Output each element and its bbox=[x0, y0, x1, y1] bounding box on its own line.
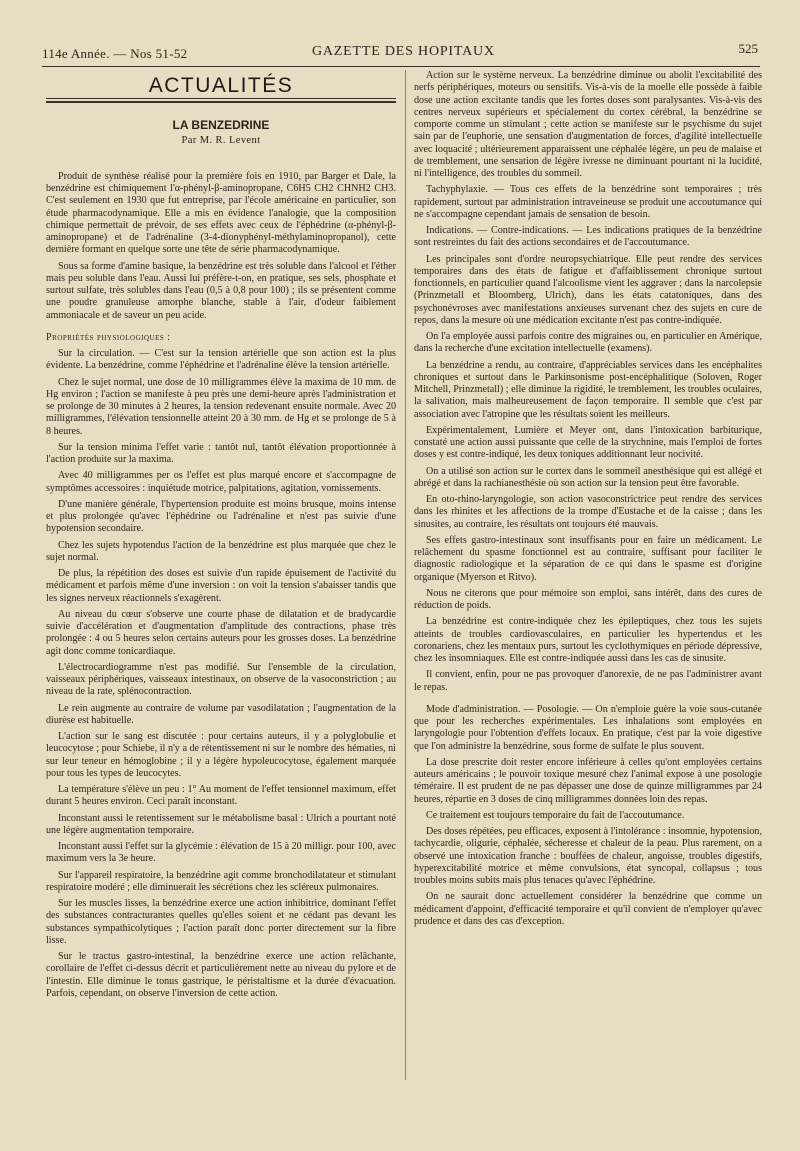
article-byline: Par M. R. Levent bbox=[181, 134, 261, 146]
paragraph: La dose prescrite doit rester encore inférieure à celles qu'ont employées certains auteurs américains ; le pouvoir toxique mesuré chez l'animal expose à une posologie téméraire. Il est prudent de ne pas dépasser une dose de quinze milligrammes par 24 heures, répartie en 3 doses de cinq milligrammes données loin des repas. bbox=[414, 756, 762, 805]
paragraph: La benzédrine a rendu, au contraire, d'appréciables services dans les encéphalites chroniques et surtout dans le Parkinsonisme post-encéphalitique (Soloven, Roger Mitchell, Prinzmetall) ; elle diminue la rigidité, le tremblement, les troubles oculaires, la salivation, mais malheureusement de façon temporaire. Il semble que c'est par association avec l'atropine que les résultats soient les meilleurs. bbox=[414, 359, 762, 420]
paragraph: Ses effets gastro-intestinaux sont insuffisants pour en faire un médicament. Le relâchement du spasme fonctionnel est au contraire, suffisant pour faciliter le diagnostic radiologique et la séparation de ce qui dans le spasme est d'origine organique (Myerson et Ritvo). bbox=[414, 534, 762, 583]
paragraph: Inconstant aussi le retentissement sur le métabolisme basal : Ulrich a pourtant noté une légère augmentation temporaire. bbox=[46, 812, 396, 836]
journal-title: GAZETTE DES HOPITAUX bbox=[312, 44, 495, 59]
paragraph: La température s'élève un peu : 1° Au moment de l'effet tensionnel maximum, effet durant 5 heures environ. Ceci paraît inconstant. bbox=[46, 784, 396, 808]
paragraph: Les principales sont d'ordre neuropsychiatrique. Elle peut rendre des services temporaires dans des états de fatigue et d'affaiblissement chronique surtout fonctionnels, en particulier quand l'alcoolisme vient les aggraver ; dans la narcolepsie (Prinzmetall et Bloomberg, Ulrich), dans les états catatoniques, dans des psychonévroses avec manifestations anxieuses survenant chez des sujets en cure de repos, dans la mesure où une médication excitante n'est pas contre-indiquée. bbox=[414, 253, 762, 326]
paragraph: De plus, la répétition des doses est suivie d'un rapide épuisement de l'activité du médicament et parfois même d'une inversion : on voit la tension s'abaisser tandis que les signes nerveux réactionnels s'exagèrent. bbox=[46, 568, 396, 604]
paragraph: Inconstant aussi l'effet sur la glycémie : élévation de 15 à 20 milligr. pour 100, avec maximum vers la 3e heure. bbox=[46, 841, 396, 865]
paragraph: Mode d'administration. — Posologie. — On n'emploie guère la voie sous-cutanée que pour les recherches expérimentales. Les inhalations sont employées en laryngologie pour l'obtention d'effets locaux. En pratique, c'est par la voie digestive que l'on administre la benzédrine, sous forme de sulfate le plus souvent. bbox=[414, 703, 762, 752]
paragraph: Sur la circulation. — C'est sur la tension artérielle que son action est la plus évidente. La benzédrine, comme l'éphédrine et l'adrénaline élève la tension artérielle. bbox=[46, 348, 396, 372]
paragraph: Sur le tractus gastro-intestinal, la benzédrine exerce une action relâchante, corollaire de l'effet ci-dessus décrit et particulièrement nette au niveau du pylore et de l'intestin. Elle diminue le tonus gastrique, le péristaltisme et la durée d'évacuation. Parfois, cependant, on observe l'inversion de cette action. bbox=[46, 951, 396, 999]
banner-rule-thin bbox=[46, 98, 396, 99]
right-column-body bbox=[414, 70, 762, 928]
article-title: LA BENZEDRINE bbox=[172, 118, 270, 133]
paragraph: Au niveau du cœur s'observe une courte phase de dilatation et de bradycardie suivie d'accélération et d'augmentation d'amplitude des contractions, phase très prolongée : 4 ou 5 heures selon certains auteurs pour les grosses doses. La benzédrine agit donc comme tonicardiaque. bbox=[46, 608, 396, 657]
paragraph: D'une manière générale, l'hypertension produite est moins brusque, moins intense et plus prolongée qu'avec l'éphédrine ou l'adrénaline et n'est pas suivie d'une hypotension secondaire. bbox=[46, 498, 396, 535]
paragraph: L'action sur le sang est discutée : pour certains auteurs, il y a polyglobulie et leucocytose ; pour Schiebe, il n'y a de rétentissement ni sur le nombre des hématies, ni sur leur teneur en hémoglobine ; il y a légère hypoleucocytose, également marquée pour tous les types de leucocytes. bbox=[46, 731, 396, 779]
paragraph: En oto-rhino-laryngologie, son action vasoconstrictrice peut rendre des services dans les rhinites et les affections de la trompe d'Eustache et de la caisse ; dans les sinusites, au contraire, les résultats ont toujours été mauvais. bbox=[414, 494, 762, 530]
paragraph: La benzédrine est contre-indiquée chez les épileptiques, chez tous les sujets atteints de troubles cardiovasculaires, en particulier les hypertendus et les coronariens, chez les mentaux purs, surtout les cyclothymiques en période dépressive, chez les insomniaques. Elle est contre-indiquée aussi dans les cas de sinusite. bbox=[414, 616, 762, 664]
header-rule bbox=[42, 66, 760, 67]
paragraph: L'électrocardiogramme n'est pas modifié. Sur l'ensemble de la circulation, vaisseaux périphériques, vaisseaux intestinaux, on observe de la vasoconstriction ; au niveau de la rate, splénocontraction. bbox=[46, 661, 396, 698]
paragraph: Ce traitement est toujours temporaire du fait de l'accoutumance. bbox=[426, 809, 685, 821]
paragraph: Le rein augmente au contraire de volume par vasodilatation ; l'augmentation de la diurèse est habituelle. bbox=[46, 702, 396, 726]
paragraph: Chez le sujet normal, une dose de 10 milligrammes élève la maxima de 10 mm. de Hg environ ; l'action se manifeste à peu près une demi-heure après l'administration et se prolonge de 30 minutes à 2 heures, la tension redevenant ensuite normale. Avec 20 milligrammes, l'élévation tensionnelle atteint 20 à 30 mm. de Hg et se prolonge de 5 à 8 heures. bbox=[46, 376, 396, 437]
paragraph: Produit de synthèse réalisé pour la première fois en 1910, par Barger et Dale, la benzédrine est chimiquement l'α-phényl-β-aminopropane, C6H5 CH2 CHNH2 CH3. C'est seulement en 1930 que fut entreprise, par l'école américaine en particulier, son étude pharmacodynamique. Elle a mis en évidence l'analogie, que la composition chimique permettait de prévoir, de ses effets avec ceux de l'éphédrine (α-phényl-β-aminopropane) et de l'adrénaline (3-4-dionyphényl-méthylaminopropanol), cette dernière formant en quelque sorte une tête de série pharmacodynamique. bbox=[46, 170, 396, 256]
paragraph: Chez les sujets hypotendus l'action de la benzédrine est plus marquée que chez le sujet normal. bbox=[46, 539, 396, 563]
paragraph: On a utilisé son action sur le cortex dans le sommeil anesthésique qui est allégé et abrégé et dans la rachianesthésie où son action sur la tension peut être favorable. bbox=[414, 465, 762, 489]
section-heading: Propriétés physiologiques : bbox=[46, 331, 171, 343]
paragraph: Nous ne citerons que pour mémoire son emploi, sans intérêt, dans des cures de réduction de poids. bbox=[414, 587, 762, 611]
right-column bbox=[414, 70, 762, 1133]
issue-number: 114e Année. — Nos 51-52 bbox=[42, 46, 188, 61]
paragraph: Des doses répétées, peu efficaces, exposent à l'intolérance : insomnie, hypotension, tachycardie, oligurie, céphalée, sécheresse et chaleur de la peau. Plus rarement, on a observé une intoxication franche : bouffées de chaleur, angoisse, troubles digestifs, hyperexcitabilité motrice et même convulsions, état syncopal, collapsus ; tous troubles moins subits mais plus tenaces qu'avec l'éphédrine. bbox=[414, 826, 762, 886]
section-banner: ACTUALITÉS bbox=[148, 74, 294, 97]
page-number: 525 bbox=[738, 41, 758, 56]
paragraph: Sur les muscles lisses, la benzédrine exerce une action inhibitrice, dominant l'effet des substances contracturantes quelles qu'elles soient et ne cédant pas devant les substances sympathicolytiques ; l'action paraît donc porter directement sur la fibre lisse. bbox=[46, 898, 396, 946]
banner-rule-thick bbox=[46, 101, 396, 103]
paragraph: Sur l'appareil respiratoire, la benzédrine agit comme bronchodilatateur et stimulant respiratoire modéré ; elle diminuerait les sécrétions chez les scléreux pulmonaires. bbox=[46, 869, 396, 893]
paragraph: Tachyphylaxie. — Tous ces effets de la benzédrine sont temporaires ; très rapidement, surtout par administration intraveineuse se produit une accoutumance qui ne s'accompagne cependant jamais de sensation de besoin. bbox=[414, 184, 762, 220]
column-divider bbox=[405, 70, 406, 1080]
paragraph: Sur la tension minima l'effet varie : tantôt nul, tantôt élévation proportionnée à l'action produite sur la maxima. bbox=[46, 441, 396, 465]
paragraph: Il convient, enfin, pour ne pas provoquer d'anorexie, de ne pas l'administrer avant le repas. bbox=[414, 669, 762, 693]
left-column bbox=[46, 70, 396, 1133]
paragraph: Action sur le système nerveux. La benzédrine diminue ou abolit l'excitabilité des nerfs périphériques, moteurs ou sensitifs. Vis-à-vis de la moelle elle possède à faible dose une action excitante tandis que les fortes doses sont paralysantes. Vis-à-vis des centres nerveux supérieurs et spécialement du cortex cérébral, la benzédrine se comporte comme un stimulant ; cette action se manifeste sur le psychisme du sujet sain par de l'euphorie, une sensation d'augmentation de forces, d'agilité intellectuelle avec loquacité ; ultérieurement apparaissent une céphalée légère, un peu de malaise et de tremblement, une sensation de légère ivresse ne diminuant pourtant ni la lucidité, ni l'intelligence, des troubles du sommeil. bbox=[414, 70, 762, 179]
paragraph: On ne saurait donc actuellement considérer la benzédrine que comme un médicament d'appoint, d'efficacité temporaire et qu'il convient de n'employer qu'avec prudence et dans des cas d'exception. bbox=[414, 891, 762, 927]
page-header bbox=[42, 40, 758, 64]
paragraph: Sous sa forme d'amine basique, la benzédrine est très soluble dans l'alcool et l'éther mais peu soluble dans l'eau. Aussi lui préfère-t-on, en pratique, ses sels, phosphate et surtout sulfate, très solubles dans l'eau (0,5 à 0,8 pour 100) ; ils se présentent comme une poudre granuleuse amorphe blanche, stable à l'air, d'odeur faiblement ammoniacale et de saveur un peu acide. bbox=[46, 260, 396, 321]
left-column-body bbox=[46, 171, 396, 1000]
paragraph: Expérimentalement, Lumière et Meyer ont, dans l'intoxication barbiturique, constaté une action aussi puissante que celle de la strychnine, mais l'emploi de fortes doses y est contre-indiqué, les deux toniques additionnant leur nocivité. bbox=[414, 424, 762, 461]
paragraph: Indications. — Contre-indications. — Les indications pratiques de la benzédrine sont restreintes du fait des actions secondaires et de l'accoutumance. bbox=[414, 225, 762, 249]
paragraph: On l'a employée aussi parfois contre des migraines ou, en particulier en Amérique, dans la recherche d'une excitation intellectuelle (examens). bbox=[414, 331, 762, 355]
paragraph: Avec 40 milligrammes per os l'effet est plus marqué encore et s'accompagne de symptômes accessoires : inquiétude motrice, palpitations, agitation, vomissements. bbox=[46, 470, 396, 494]
